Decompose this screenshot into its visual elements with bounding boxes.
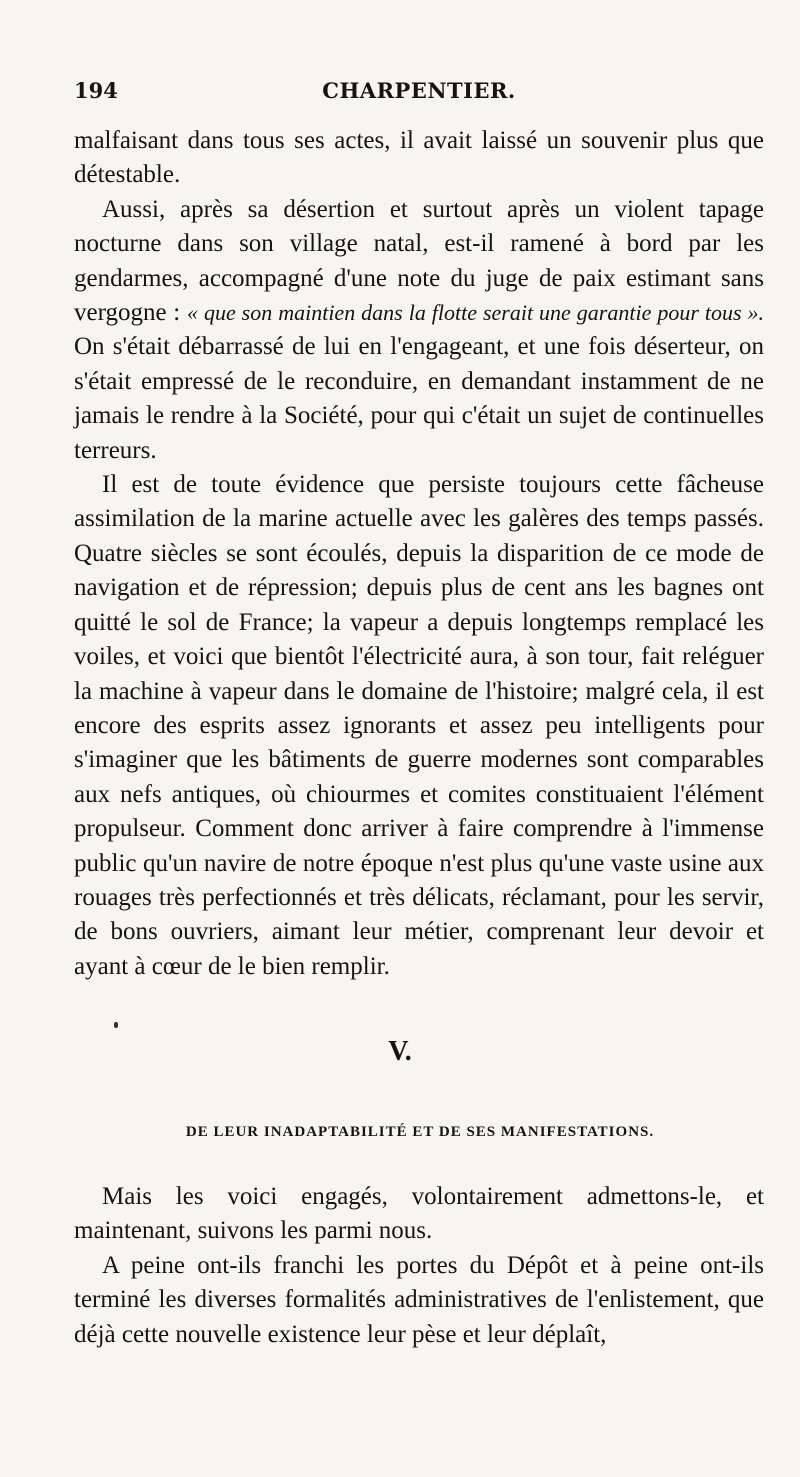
text-run: Mais les voici engagés, volontairement admettons-le, et maintenant, suivons les parmi nous. <box>74 1183 764 1245</box>
text-run: Il est de toute évidence que persiste toujours cette fâcheuse assimilation de la marine actuelle avec les galères des temps passés. Quatre siècles se sont écoulés, depuis la disparition de ce mode de navigation et de répression; depuis plus de cent ans les bagnes ont quitté le sol de France; la vapeur a depuis longtemps remplacé les voiles, et voici que bientôt l'électricité aura, à son tour, fait reléguer la machine à vapeur dans le domaine de l'histoire; malgré cela, il est encore des esprits assez ignorants et assez peu intelligents pour s'imaginer que les bâtiments de guerre modernes sont comparables aux nefs antiques, où chiourmes et comites constituaient l'élément propulseur. Comment donc arriver à faire comprendre à l'immense public qu'un navire de notre époque n'est plus qu'une vaste usine aux rouages très perfectionnés et très délicats, réclamant, pour les servir, de bons ouvriers, aimant leur métier, comprenant leur devoir et ayant à cœur de le bien remplir. <box>74 471 764 980</box>
paragraph <box>74 124 764 193</box>
text-run: Aussi, après sa désertion et surtout après un violent tapage nocturne dans son village natal, est-il ramené à bord par les gendarmes, accompagné d'une note du juge de paix estimant sans vergogne : <box>74 195 764 327</box>
ink-speck <box>114 1022 118 1028</box>
paragraph <box>74 1180 764 1249</box>
text-run: A peine ont-ils franchi les portes du Dépôt et à peine ont-ils terminé les diverses formalités administratives de l'enlistement, que déjà cette nouvelle existence leur pèse et leur déplaît, <box>74 1251 764 1348</box>
paragraph <box>74 468 764 984</box>
section-number: V. <box>388 1036 412 1067</box>
text-run: malfaisant dans tous ses actes, il avait laissé un souvenir plus que détestable. <box>74 127 764 189</box>
page-header <box>74 78 764 112</box>
body-text-top <box>74 124 764 984</box>
page-number: 194 <box>74 78 118 103</box>
body-text-bottom <box>74 1180 764 1352</box>
paragraph <box>74 1249 764 1352</box>
quoted-text: « que son maintien dans la flotte serait une garantie pour tous ». <box>186 300 765 326</box>
running-title: CHARPENTIER. <box>322 78 516 103</box>
paragraph <box>74 193 764 468</box>
section-title: DE LEUR INADAPTABILITÉ ET DE SES MANIFESTATIONS. <box>185 1124 655 1140</box>
text-run: On s'était débarrassé de lui en l'engageant, et une fois déserteur, on s'était empressé de le reconduire, en demandant instamment de ne jamais le rendre à la Société, pour qui c'était un sujet de continuelles terreurs. <box>74 333 764 464</box>
